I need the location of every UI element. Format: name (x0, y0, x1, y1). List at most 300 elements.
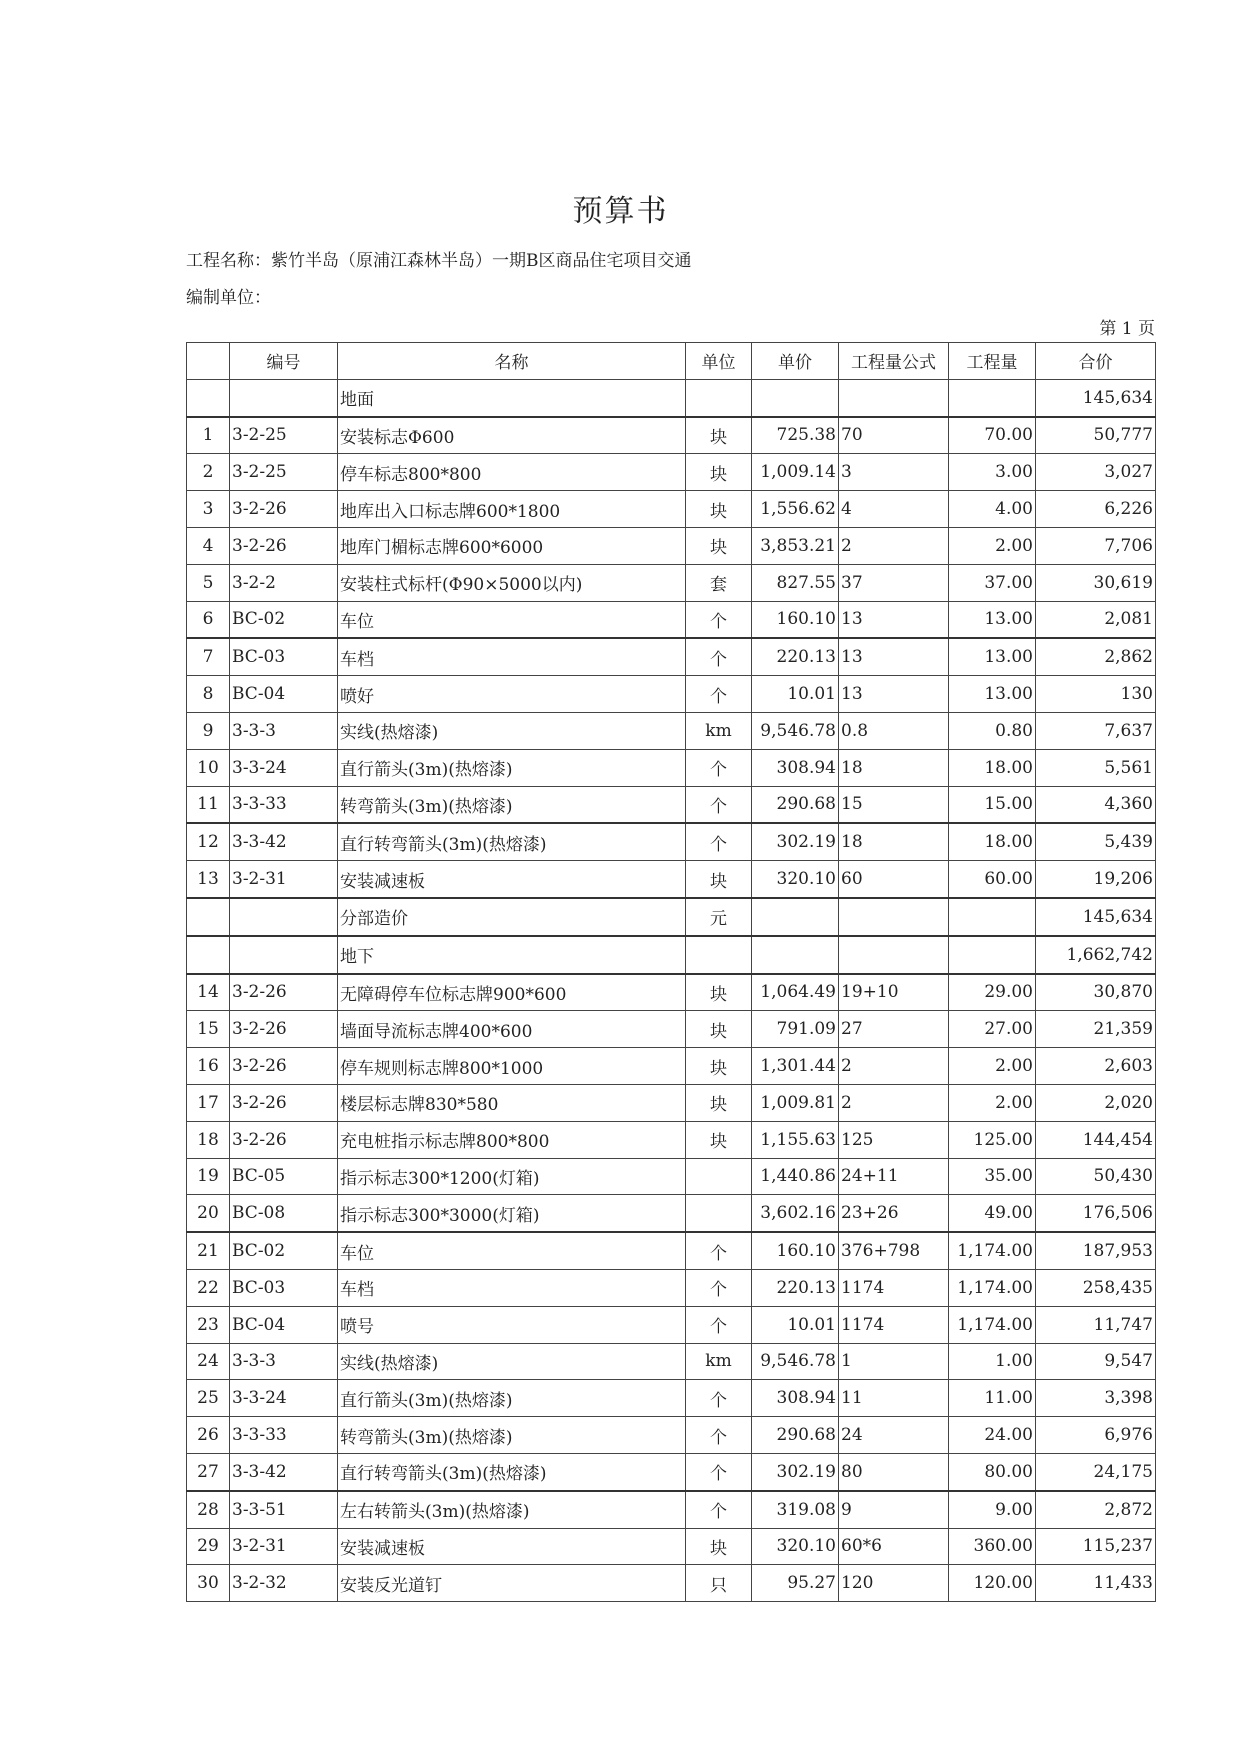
table-row (187, 1121, 1156, 1158)
cell-quantity: 13.00 (949, 638, 1036, 675)
cell-quantity-formula: 1174 (839, 1306, 949, 1343)
cell-quantity-formula: 125 (839, 1121, 949, 1158)
cell-quantity: 1,174.00 (949, 1306, 1036, 1343)
cell-code: 3-3-24 (230, 1380, 338, 1417)
page-number: 第 1 页 (1099, 319, 1155, 339)
cell-unit: 块 (686, 1048, 752, 1085)
table-row (187, 823, 1156, 860)
table-row (187, 1565, 1156, 1602)
cell-unit-price: 10.01 (752, 676, 839, 713)
cell-unit: 元 (686, 898, 752, 936)
cell-quantity-formula: 18 (839, 823, 949, 860)
cell-quantity-formula: 80 (839, 1453, 949, 1490)
cell-name: 直行箭头(3m)(热熔漆) (338, 1380, 686, 1417)
cell-total: 7,637 (1036, 712, 1156, 749)
cell-total: 4,360 (1036, 786, 1156, 823)
cell-total: 115,237 (1036, 1528, 1156, 1565)
cell-code: 3-2-25 (230, 454, 338, 491)
cell-name: 喷号 (338, 1306, 686, 1343)
cell-name: 墙面导流标志牌400*600 (338, 1011, 686, 1048)
cell-total: 21,359 (1036, 1011, 1156, 1048)
cell-index: 20 (187, 1195, 230, 1232)
cell-quantity: 80.00 (949, 1453, 1036, 1490)
cell-quantity-formula: 376+798 (839, 1232, 949, 1269)
cell-code: 3-2-26 (230, 1121, 338, 1158)
cell-index: 10 (187, 749, 230, 786)
cell-unit: 个 (686, 601, 752, 638)
cell-code: BC-05 (230, 1158, 338, 1195)
cell-name: 车档 (338, 1269, 686, 1306)
table-row (187, 936, 1156, 974)
cell-quantity: 1.00 (949, 1343, 1036, 1380)
cell-name: 转弯箭头(3m)(热熔漆) (338, 1417, 686, 1454)
cell-quantity-formula: 15 (839, 786, 949, 823)
cell-code: 3-3-24 (230, 749, 338, 786)
header-code: 编号 (230, 343, 338, 380)
table-row (187, 1417, 1156, 1454)
cell-unit (686, 379, 752, 416)
cell-unit-price: 320.10 (752, 1528, 839, 1565)
cell-code: 3-3-42 (230, 1453, 338, 1490)
cell-index: 4 (187, 527, 230, 564)
cell-index: 7 (187, 638, 230, 675)
cell-total: 50,777 (1036, 417, 1156, 454)
cell-unit: km (686, 1343, 752, 1380)
header-row (187, 343, 1156, 380)
cell-quantity (949, 379, 1036, 416)
table-row (187, 1232, 1156, 1269)
cell-code: BC-03 (230, 1269, 338, 1306)
cell-quantity: 2.00 (949, 527, 1036, 564)
table-row (187, 1195, 1156, 1232)
cell-unit: 个 (686, 1417, 752, 1454)
project-name: 工程名称：紫竹半岛（原浦江森林半岛）一期B区商品住宅项目交通 (186, 251, 692, 271)
cell-quantity (949, 898, 1036, 936)
header-unit: 单位 (686, 343, 752, 380)
cell-name: 喷好 (338, 676, 686, 713)
cell-code: BC-08 (230, 1195, 338, 1232)
cell-index: 30 (187, 1565, 230, 1602)
cell-quantity: 15.00 (949, 786, 1036, 823)
cell-index: 11 (187, 786, 230, 823)
cell-quantity: 360.00 (949, 1528, 1036, 1565)
table-row (187, 1048, 1156, 1085)
cell-index: 3 (187, 491, 230, 528)
cell-quantity-formula: 1 (839, 1343, 949, 1380)
cell-name: 地面 (338, 379, 686, 416)
header-unit-price: 单价 (752, 343, 839, 380)
cell-unit: 块 (686, 974, 752, 1011)
cell-unit: 块 (686, 454, 752, 491)
cell-unit-price (752, 936, 839, 974)
cell-index: 6 (187, 601, 230, 638)
table-row (187, 676, 1156, 713)
cell-total: 3,398 (1036, 1380, 1156, 1417)
cell-code: 3-2-26 (230, 1048, 338, 1085)
table-row (187, 601, 1156, 638)
cell-unit: 个 (686, 1306, 752, 1343)
cell-code (230, 898, 338, 936)
cell-index: 26 (187, 1417, 230, 1454)
cell-index: 28 (187, 1491, 230, 1528)
cell-total: 7,706 (1036, 527, 1156, 564)
cell-unit-price: 1,009.81 (752, 1084, 839, 1121)
cell-unit: 个 (686, 676, 752, 713)
cell-total: 50,430 (1036, 1158, 1156, 1195)
cell-total: 2,081 (1036, 601, 1156, 638)
cell-code: BC-03 (230, 638, 338, 675)
cell-name: 楼层标志牌830*580 (338, 1084, 686, 1121)
cell-code: 3-2-32 (230, 1565, 338, 1602)
cell-code: 3-3-3 (230, 712, 338, 749)
cell-unit: 块 (686, 417, 752, 454)
cell-unit: 块 (686, 491, 752, 528)
table-row (187, 749, 1156, 786)
cell-quantity-formula: 37 (839, 564, 949, 601)
cell-quantity: 1,174.00 (949, 1232, 1036, 1269)
compiling-unit: 编制单位： (186, 288, 271, 308)
table-row (187, 379, 1156, 416)
cell-total: 3,027 (1036, 454, 1156, 491)
cell-code: 3-2-2 (230, 564, 338, 601)
cell-unit: 块 (686, 861, 752, 898)
budget-table (186, 342, 1156, 1602)
cell-code (230, 936, 338, 974)
cell-code: 3-3-51 (230, 1491, 338, 1528)
table-row (187, 898, 1156, 936)
table-row (187, 564, 1156, 601)
cell-name: 分部造价 (338, 898, 686, 936)
cell-total: 6,976 (1036, 1417, 1156, 1454)
cell-quantity-formula: 2 (839, 1084, 949, 1121)
header-quantity: 工程量 (949, 343, 1036, 380)
cell-code: 3-2-26 (230, 527, 338, 564)
cell-total: 130 (1036, 676, 1156, 713)
cell-quantity: 13.00 (949, 601, 1036, 638)
cell-name: 地库门楣标志牌600*6000 (338, 527, 686, 564)
table-row (187, 1306, 1156, 1343)
cell-index: 17 (187, 1084, 230, 1121)
cell-total: 145,634 (1036, 898, 1156, 936)
cell-unit-price: 95.27 (752, 1565, 839, 1602)
cell-code: 3-2-25 (230, 417, 338, 454)
header-quantity-formula: 工程量公式 (839, 343, 949, 380)
cell-unit: 个 (686, 1269, 752, 1306)
cell-name: 直行转弯箭头(3m)(热熔漆) (338, 1453, 686, 1490)
table-row (187, 417, 1156, 454)
cell-name: 直行转弯箭头(3m)(热熔漆) (338, 823, 686, 860)
cell-unit-price: 3,853.21 (752, 527, 839, 564)
cell-index: 12 (187, 823, 230, 860)
cell-unit-price: 9,546.78 (752, 1343, 839, 1380)
cell-code: BC-02 (230, 601, 338, 638)
cell-name: 指示标志300*1200(灯箱) (338, 1158, 686, 1195)
cell-unit-price: 160.10 (752, 601, 839, 638)
cell-code: 3-2-31 (230, 861, 338, 898)
document-title: 预算书 (572, 194, 669, 229)
cell-total: 5,439 (1036, 823, 1156, 860)
cell-code: 3-3-42 (230, 823, 338, 860)
table-row (187, 491, 1156, 528)
cell-name: 无障碍停车位标志牌900*600 (338, 974, 686, 1011)
cell-code: BC-04 (230, 1306, 338, 1343)
cell-unit: 个 (686, 1453, 752, 1490)
cell-quantity-formula: 1174 (839, 1269, 949, 1306)
cell-quantity: 2.00 (949, 1048, 1036, 1085)
cell-name: 实线(热熔漆) (338, 712, 686, 749)
cell-quantity-formula: 27 (839, 1011, 949, 1048)
cell-total: 2,872 (1036, 1491, 1156, 1528)
cell-unit-price: 791.09 (752, 1011, 839, 1048)
cell-unit-price: 827.55 (752, 564, 839, 601)
cell-quantity-formula: 24+11 (839, 1158, 949, 1195)
cell-total: 5,561 (1036, 749, 1156, 786)
cell-index: 18 (187, 1121, 230, 1158)
cell-unit-price: 290.68 (752, 786, 839, 823)
cell-index: 27 (187, 1453, 230, 1490)
cell-name: 安装减速板 (338, 1528, 686, 1565)
cell-quantity: 2.00 (949, 1084, 1036, 1121)
cell-index: 1 (187, 417, 230, 454)
cell-quantity: 1,174.00 (949, 1269, 1036, 1306)
cell-unit: km (686, 712, 752, 749)
cell-name: 安装柱式标杆(Φ90×5000以内) (338, 564, 686, 601)
cell-quantity-formula (839, 898, 949, 936)
cell-name: 停车规则标志牌800*1000 (338, 1048, 686, 1085)
cell-index: 25 (187, 1380, 230, 1417)
cell-index: 24 (187, 1343, 230, 1380)
cell-total: 144,454 (1036, 1121, 1156, 1158)
cell-index: 5 (187, 564, 230, 601)
cell-total: 145,634 (1036, 379, 1156, 416)
cell-index: 13 (187, 861, 230, 898)
cell-total: 2,603 (1036, 1048, 1156, 1085)
cell-unit: 个 (686, 1380, 752, 1417)
cell-quantity-formula: 18 (839, 749, 949, 786)
cell-index: 2 (187, 454, 230, 491)
table-row (187, 1011, 1156, 1048)
cell-unit: 块 (686, 1084, 752, 1121)
cell-quantity-formula (839, 936, 949, 974)
cell-total: 11,747 (1036, 1306, 1156, 1343)
cell-index (187, 936, 230, 974)
cell-unit: 个 (686, 749, 752, 786)
cell-total: 2,020 (1036, 1084, 1156, 1121)
cell-unit-price: 3,602.16 (752, 1195, 839, 1232)
cell-total: 11,433 (1036, 1565, 1156, 1602)
cell-name: 安装标志Φ600 (338, 417, 686, 454)
cell-unit-price: 302.19 (752, 823, 839, 860)
cell-unit-price: 1,009.14 (752, 454, 839, 491)
table-row (187, 1453, 1156, 1490)
table-row (187, 712, 1156, 749)
cell-quantity: 125.00 (949, 1121, 1036, 1158)
cell-quantity: 13.00 (949, 676, 1036, 713)
cell-code: 3-3-3 (230, 1343, 338, 1380)
cell-quantity: 9.00 (949, 1491, 1036, 1528)
cell-name: 左右转箭头(3m)(热熔漆) (338, 1491, 686, 1528)
cell-quantity-formula: 19+10 (839, 974, 949, 1011)
cell-total: 24,175 (1036, 1453, 1156, 1490)
cell-index: 29 (187, 1528, 230, 1565)
cell-quantity: 18.00 (949, 823, 1036, 860)
table-row (187, 1491, 1156, 1528)
cell-index (187, 379, 230, 416)
cell-quantity-formula: 0.8 (839, 712, 949, 749)
cell-quantity-formula: 2 (839, 527, 949, 564)
cell-quantity: 4.00 (949, 491, 1036, 528)
cell-unit: 块 (686, 1121, 752, 1158)
cell-total: 2,862 (1036, 638, 1156, 675)
cell-code: 3-3-33 (230, 786, 338, 823)
cell-unit (686, 936, 752, 974)
cell-code: BC-02 (230, 1232, 338, 1269)
cell-quantity: 120.00 (949, 1565, 1036, 1602)
cell-total: 19,206 (1036, 861, 1156, 898)
cell-unit: 块 (686, 527, 752, 564)
cell-unit-price: 220.13 (752, 1269, 839, 1306)
cell-total: 30,870 (1036, 974, 1156, 1011)
cell-index: 14 (187, 974, 230, 1011)
cell-code: 3-2-31 (230, 1528, 338, 1565)
cell-unit: 块 (686, 1011, 752, 1048)
cell-index: 19 (187, 1158, 230, 1195)
cell-quantity-formula: 11 (839, 1380, 949, 1417)
cell-total: 176,506 (1036, 1195, 1156, 1232)
cell-unit: 个 (686, 823, 752, 860)
cell-quantity: 60.00 (949, 861, 1036, 898)
cell-unit: 块 (686, 1528, 752, 1565)
cell-quantity: 18.00 (949, 749, 1036, 786)
cell-quantity-formula: 9 (839, 1491, 949, 1528)
table-row (187, 861, 1156, 898)
cell-unit-price: 1,155.63 (752, 1121, 839, 1158)
header-name: 名称 (338, 343, 686, 380)
table-row (187, 786, 1156, 823)
cell-unit-price: 160.10 (752, 1232, 839, 1269)
cell-code (230, 379, 338, 416)
table-row (187, 1380, 1156, 1417)
cell-quantity-formula: 13 (839, 638, 949, 675)
cell-unit: 个 (686, 1232, 752, 1269)
header-index (187, 343, 230, 380)
cell-index: 9 (187, 712, 230, 749)
cell-index (187, 898, 230, 936)
cell-quantity-formula: 2 (839, 1048, 949, 1085)
cell-unit-price: 10.01 (752, 1306, 839, 1343)
cell-name: 转弯箭头(3m)(热熔漆) (338, 786, 686, 823)
table-row (187, 527, 1156, 564)
cell-index: 15 (187, 1011, 230, 1048)
cell-code: 3-2-26 (230, 1011, 338, 1048)
cell-unit (686, 1195, 752, 1232)
cell-quantity: 27.00 (949, 1011, 1036, 1048)
cell-index: 21 (187, 1232, 230, 1269)
cell-quantity: 11.00 (949, 1380, 1036, 1417)
cell-name: 实线(热熔漆) (338, 1343, 686, 1380)
cell-quantity: 70.00 (949, 417, 1036, 454)
cell-name: 指示标志300*3000(灯箱) (338, 1195, 686, 1232)
cell-unit: 个 (686, 786, 752, 823)
cell-index: 22 (187, 1269, 230, 1306)
cell-name: 车档 (338, 638, 686, 675)
header-total: 合价 (1036, 343, 1156, 380)
cell-index: 23 (187, 1306, 230, 1343)
cell-unit: 个 (686, 638, 752, 675)
cell-quantity-formula: 24 (839, 1417, 949, 1454)
cell-unit-price: 290.68 (752, 1417, 839, 1454)
cell-quantity-formula: 23+26 (839, 1195, 949, 1232)
cell-unit-price: 1,301.44 (752, 1048, 839, 1085)
cell-unit-price: 308.94 (752, 749, 839, 786)
cell-unit-price (752, 898, 839, 936)
cell-name: 车位 (338, 601, 686, 638)
table-row (187, 454, 1156, 491)
cell-code: 3-2-26 (230, 974, 338, 1011)
cell-quantity-formula: 4 (839, 491, 949, 528)
cell-name: 地下 (338, 936, 686, 974)
cell-code: 3-2-26 (230, 491, 338, 528)
cell-unit-price: 320.10 (752, 861, 839, 898)
cell-quantity-formula: 13 (839, 601, 949, 638)
table-row (187, 1269, 1156, 1306)
cell-total: 258,435 (1036, 1269, 1156, 1306)
cell-name: 直行箭头(3m)(热熔漆) (338, 749, 686, 786)
cell-quantity-formula: 120 (839, 1565, 949, 1602)
cell-unit-price: 725.38 (752, 417, 839, 454)
cell-quantity: 49.00 (949, 1195, 1036, 1232)
table-row (187, 1158, 1156, 1195)
cell-quantity-formula: 60*6 (839, 1528, 949, 1565)
cell-total: 1,662,742 (1036, 936, 1156, 974)
cell-name: 车位 (338, 1232, 686, 1269)
cell-name: 地库出入口标志牌600*1800 (338, 491, 686, 528)
cell-quantity-formula (839, 379, 949, 416)
cell-index: 8 (187, 676, 230, 713)
cell-name: 安装反光道钉 (338, 1565, 686, 1602)
cell-unit (686, 1158, 752, 1195)
cell-quantity: 29.00 (949, 974, 1036, 1011)
cell-total: 30,619 (1036, 564, 1156, 601)
table-row (187, 638, 1156, 675)
cell-name: 停车标志800*800 (338, 454, 686, 491)
cell-total: 6,226 (1036, 491, 1156, 528)
cell-quantity: 35.00 (949, 1158, 1036, 1195)
cell-quantity-formula: 3 (839, 454, 949, 491)
cell-name: 安装减速板 (338, 861, 686, 898)
cell-unit-price: 308.94 (752, 1380, 839, 1417)
cell-code: BC-04 (230, 676, 338, 713)
cell-quantity: 24.00 (949, 1417, 1036, 1454)
table-row (187, 1528, 1156, 1565)
cell-quantity: 37.00 (949, 564, 1036, 601)
cell-quantity (949, 936, 1036, 974)
cell-quantity: 3.00 (949, 454, 1036, 491)
cell-quantity-formula: 60 (839, 861, 949, 898)
cell-quantity-formula: 13 (839, 676, 949, 713)
cell-unit: 个 (686, 1491, 752, 1528)
table-row (187, 1343, 1156, 1380)
cell-total: 9,547 (1036, 1343, 1156, 1380)
cell-unit-price: 1,064.49 (752, 974, 839, 1011)
cell-unit-price: 1,556.62 (752, 491, 839, 528)
cell-unit-price: 319.08 (752, 1491, 839, 1528)
cell-unit-price (752, 379, 839, 416)
cell-code: 3-3-33 (230, 1417, 338, 1454)
cell-name: 充电桩指示标志牌800*800 (338, 1121, 686, 1158)
cell-total: 187,953 (1036, 1232, 1156, 1269)
cell-quantity-formula: 70 (839, 417, 949, 454)
